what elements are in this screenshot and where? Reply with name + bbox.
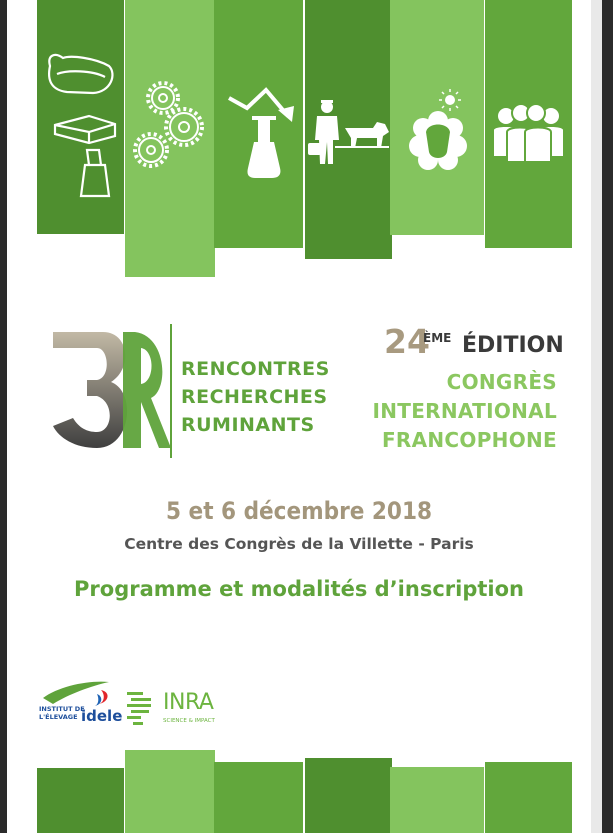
bottom-bar-1 [37,768,124,833]
title-line-3: RUMINANTS [181,414,315,436]
top-bar-2 [125,0,215,277]
idele-line-2: L'ÉLEVAGE [39,713,78,721]
idele-logo [39,678,121,728]
gears-icon [125,0,215,277]
idele-line-1: INSTITUT DE [39,705,85,713]
inra-logo [125,688,217,728]
event-date: 5 et 6 décembre 2018 [166,497,432,525]
bottom-bar-2 [125,750,215,833]
document-page [7,0,602,833]
title-divider [170,324,172,458]
top-bar-3 [214,0,303,248]
title-line-1: RENCONTRES [181,358,330,380]
program-title: Programme et modalités d’inscription [74,577,524,601]
edition-number: 24 [384,322,430,361]
page-edge-shadow [591,0,602,833]
idele-name: idele [81,707,123,725]
logo-3r-icon [51,322,171,462]
bottom-bar-5 [390,767,484,833]
sheep-sun-icon [390,0,484,235]
bottom-bar-6 [485,762,572,833]
meat-cheese-milk-icon [37,0,124,234]
top-bar-5 [390,0,484,235]
edition-suffix: ÈME [423,331,452,345]
edition-word: ÉDITION [462,333,564,358]
top-bar-4 [305,0,392,259]
congres-line-3: FRANCOPHONE [381,428,557,452]
inra-dna-icon [125,688,165,726]
top-bar-6 [485,0,572,248]
inra-name: INRA [163,690,214,715]
flask-trend-icon [214,0,303,248]
bottom-bar-3 [214,762,303,833]
congres-line-2: INTERNATIONAL [372,399,557,423]
farmer-cow-icon [305,0,392,259]
bottom-bar-4 [305,758,392,833]
event-venue: Centre des Congrès de la Villette - Paris [124,535,474,553]
inra-tagline: SCIENCE & IMPACT [163,718,215,724]
congres-line-1: CONGRÈS [446,370,557,394]
title-line-2: RECHERCHES [181,386,328,408]
top-bar-1 [37,0,124,234]
people-group-icon [485,0,572,248]
